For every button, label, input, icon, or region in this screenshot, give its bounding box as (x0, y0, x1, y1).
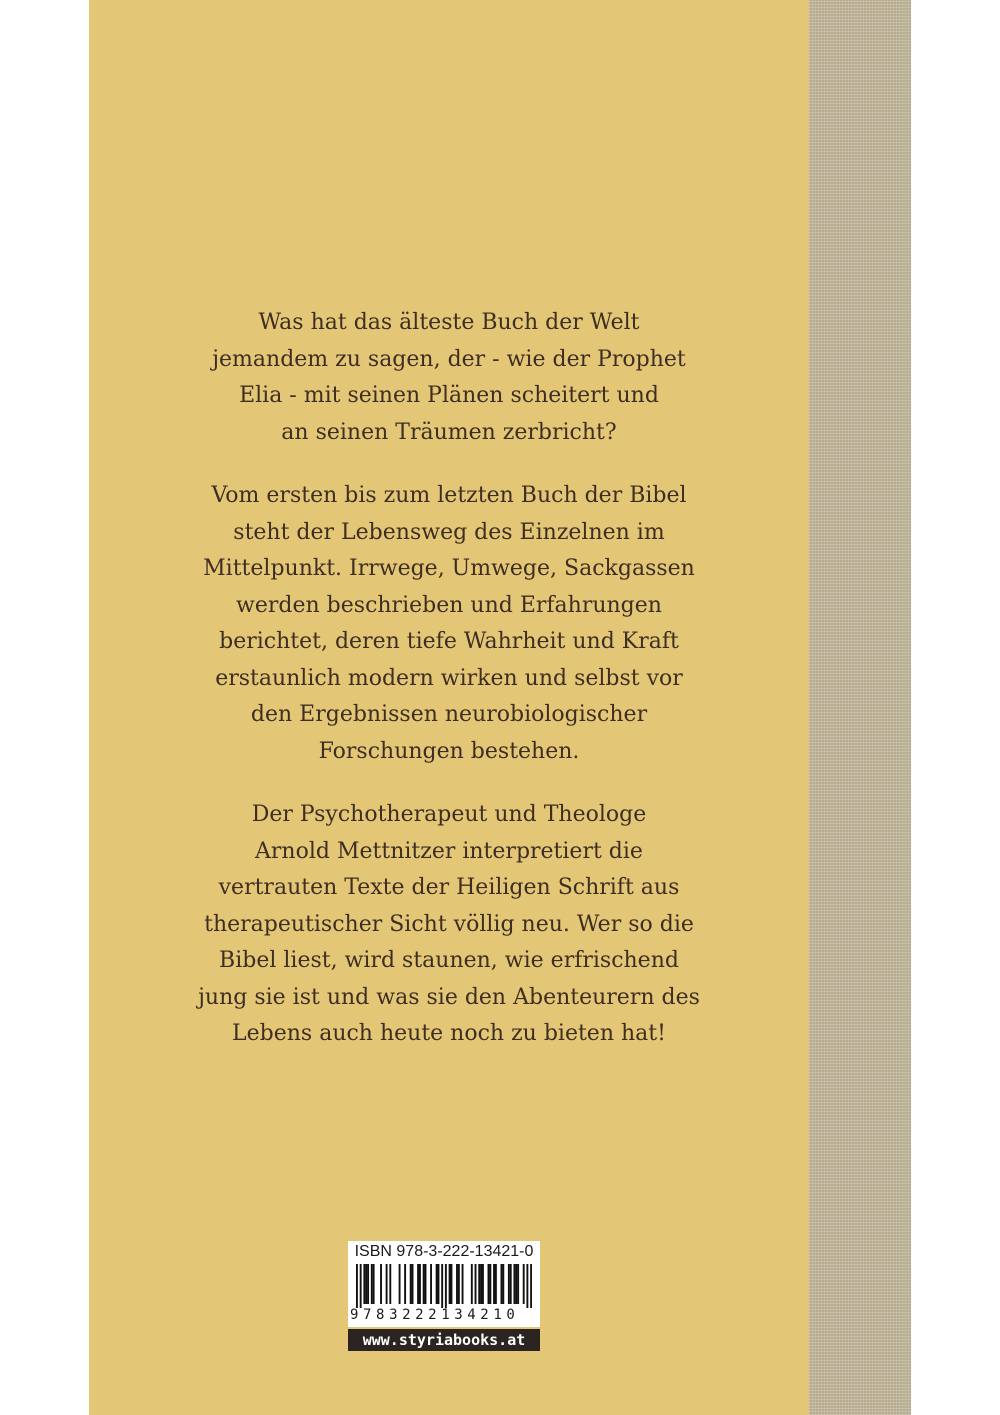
blurb-paragraph-3 (89, 797, 809, 1053)
blurb-line: Der Psychotherapeut und Theologe (251, 802, 647, 827)
isbn-barcode-box (348, 1241, 540, 1327)
blurb-line: den Ergebnissen neurobiologischer (250, 702, 648, 727)
barcode-bar (495, 1264, 497, 1304)
blurb-paragraph-2 (89, 478, 809, 770)
barcode-bar (488, 1264, 490, 1304)
barcode-bar (480, 1264, 482, 1304)
blurb-line: erstaunlich modern wirken und selbst vor (215, 665, 683, 691)
barcode-bar (501, 1264, 503, 1304)
barcode-bar (417, 1264, 419, 1304)
barcode-bar (430, 1264, 432, 1304)
barcode-bar (360, 1264, 362, 1308)
barcode-bar (356, 1264, 358, 1308)
blurb-line: Mittelpunkt. Irrwege, Umwege, Sackgassen (203, 556, 695, 581)
barcode-bar (445, 1264, 447, 1308)
barcode-bar (478, 1264, 480, 1304)
barcode-bar (399, 1264, 401, 1304)
barcode-bar (508, 1264, 510, 1304)
barcode-bar (513, 1264, 515, 1304)
barcode-bar (419, 1264, 421, 1304)
barcode-bar (412, 1264, 414, 1304)
barcode-bar (380, 1264, 382, 1304)
isbn-label: ISBN 978-3-222-13421-0 (354, 1243, 534, 1260)
barcode-bar (458, 1264, 460, 1304)
barcode-bar (365, 1264, 367, 1304)
barcode-bar (410, 1264, 412, 1304)
blurb-line: berichtet, deren tiefe Wahrheit und Kraft (219, 629, 679, 654)
blurb-line: Elia - mit seinen Plänen scheitert und (239, 383, 659, 408)
barcode-bar (389, 1264, 391, 1304)
barcode-bar (404, 1264, 406, 1304)
blurb-line: werden beschrieben und Erfahrungen (236, 592, 662, 618)
barcode-bar (371, 1264, 373, 1304)
blurb-paragraph-1 (89, 305, 809, 451)
blurb-line: Bibel liest, wird staunen, wie erfrischend (219, 948, 679, 973)
barcode-bar (523, 1264, 525, 1304)
blurb-line: steht der Lebensweg des Einzelnen im (233, 519, 665, 545)
barcode-bar (526, 1264, 528, 1308)
blurb-line: Lebens auch heute noch zu bieten hat! (232, 1021, 666, 1046)
blurb-line: jung sie ist und was sie den Abenteurern des (198, 984, 700, 1010)
barcode-bar (475, 1264, 477, 1304)
barcode-bar (438, 1264, 440, 1304)
barcode-bar (373, 1264, 375, 1304)
barcode-bar (363, 1264, 365, 1304)
blurb-line: an seinen Träumen zerbricht? (281, 419, 617, 445)
blurb-line: Forschungen bestehen. (318, 738, 580, 764)
barcode-bar (441, 1264, 443, 1308)
barcode-bar (425, 1264, 427, 1304)
barcode-bar (493, 1264, 495, 1304)
barcode-bar (436, 1264, 438, 1304)
barcode-bar (450, 1264, 452, 1304)
barcode-bar (515, 1264, 517, 1304)
barcode-bar (449, 1264, 451, 1304)
barcode-bar (423, 1264, 425, 1304)
barcode-bar (386, 1264, 388, 1304)
barcode-bar (462, 1264, 464, 1304)
barcode-bar (367, 1264, 369, 1304)
barcode-bar (471, 1264, 473, 1304)
spine-panel (809, 0, 911, 1415)
blurb-line: jemandem zu sagen, der - wie der Prophet (212, 346, 686, 372)
barcode-bar (517, 1264, 519, 1304)
blurb-line: Arnold Mettnitzer interpretiert die (255, 838, 643, 864)
blurb-line: vertrauten Texte der Heiligen Schrift aus (218, 875, 680, 900)
blurb-line: therapeutischer Sicht völlig neu. Wer so die (204, 911, 694, 937)
barcode (356, 1264, 532, 1308)
isbn-digits: 9783222134210 (350, 1307, 520, 1323)
barcode-bar (530, 1264, 532, 1308)
barcode-bar (489, 1264, 491, 1304)
barcode-bar (456, 1264, 458, 1304)
barcode-bar (510, 1264, 512, 1304)
blurb-line: Was hat das älteste Buch der Welt (258, 310, 640, 335)
barcode-bar (482, 1264, 484, 1304)
blurb-line: Vom ersten bis zum letzten Buch der Bibel (211, 483, 687, 508)
barcode-bar (502, 1264, 504, 1304)
publisher-url: www.styriabooks.at (348, 1329, 540, 1351)
